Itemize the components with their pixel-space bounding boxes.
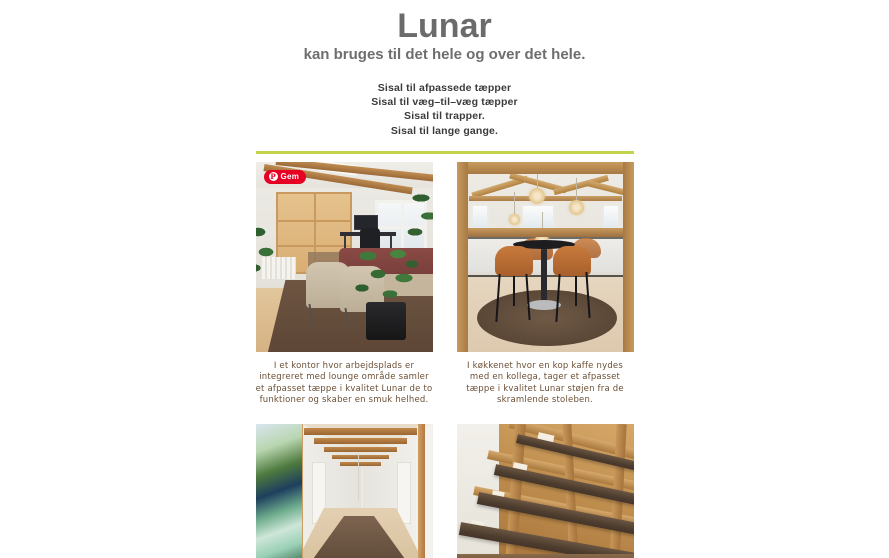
wood-frame-middle: [468, 228, 623, 237]
corridor-beam: [332, 455, 389, 459]
pendant-lamp: [529, 188, 545, 204]
bar-stool: [495, 246, 533, 276]
gallery-item-kitchen: [457, 162, 634, 407]
image-caption: I et kontor hvor arbejdsplads er integreret med lounge område samler et afpasset tæppe i kvalitet Lunar de to funktioner og skaber en smuk helhed.: [255, 360, 433, 406]
gallery-item-staircase: [457, 424, 634, 558]
corridor-beam: [304, 428, 417, 435]
wood-frame-right: [623, 162, 634, 352]
product-list-item: Sisal til lange gange.: [390, 124, 499, 137]
corridor-beam: [324, 447, 397, 452]
pinterest-save-label: Gem: [280, 172, 300, 182]
corridor-scene: [256, 424, 433, 558]
corridor-beam: [340, 462, 381, 466]
image-caption: I køkkenet hvor en kop kaffe nydes med en kollega, tager et afpasset tæppe i kvalitet Lunar støjen fra de skramlende stoleben.: [466, 360, 624, 406]
pinterest-icon: P: [270, 172, 276, 182]
kitchen-window: [602, 204, 620, 230]
page-title: Lunar: [397, 7, 492, 45]
corridor-beam: [314, 438, 407, 444]
kitchen-scene: [457, 162, 634, 352]
pendant-lamp: [509, 214, 520, 225]
kitchen-window: [521, 204, 555, 230]
pendant-lamp: [569, 200, 584, 215]
wood-frame-left: [457, 162, 468, 352]
gallery-item-office-lounge: [256, 162, 433, 407]
divider-wrap: [0, 151, 889, 154]
hanging-cord: [358, 454, 359, 500]
corridor-photo[interactable]: [256, 424, 433, 558]
product-list-item: Sisal til trapper.: [404, 110, 485, 123]
product-list-item: Sisal til væg–til–væg tæpper: [371, 96, 518, 109]
product-list-item: Sisal til afpassede tæpper: [377, 82, 512, 94]
stair-floor: [457, 554, 634, 558]
gallery-item-corridor: [256, 424, 433, 558]
kitchen-barstools-photo[interactable]: [457, 162, 634, 352]
corridor-wood-trim: [418, 424, 425, 558]
product-list: [0, 81, 889, 138]
office-lounge-photo[interactable]: [256, 162, 433, 352]
pinterest-save-button[interactable]: [264, 170, 307, 184]
office-plant-left: [256, 224, 278, 284]
kitchen-window: [471, 204, 489, 230]
office-lounge-scene: [256, 162, 433, 352]
image-gallery-grid: [256, 162, 634, 558]
page-subtitle: kan bruges til det hele og over det hele.: [303, 46, 586, 63]
wall-painting: [256, 424, 302, 558]
office-plant-right: [403, 190, 433, 246]
office-planter-pot: [366, 302, 406, 340]
table-column: [541, 246, 547, 304]
staircase-scene: [457, 424, 634, 558]
page-header: [0, 0, 889, 65]
staircase-photo[interactable]: [457, 424, 634, 558]
wood-frame-top: [457, 162, 634, 174]
horizontal-beam: [469, 196, 622, 201]
office-plant: [354, 244, 420, 306]
section-divider: [256, 151, 634, 154]
